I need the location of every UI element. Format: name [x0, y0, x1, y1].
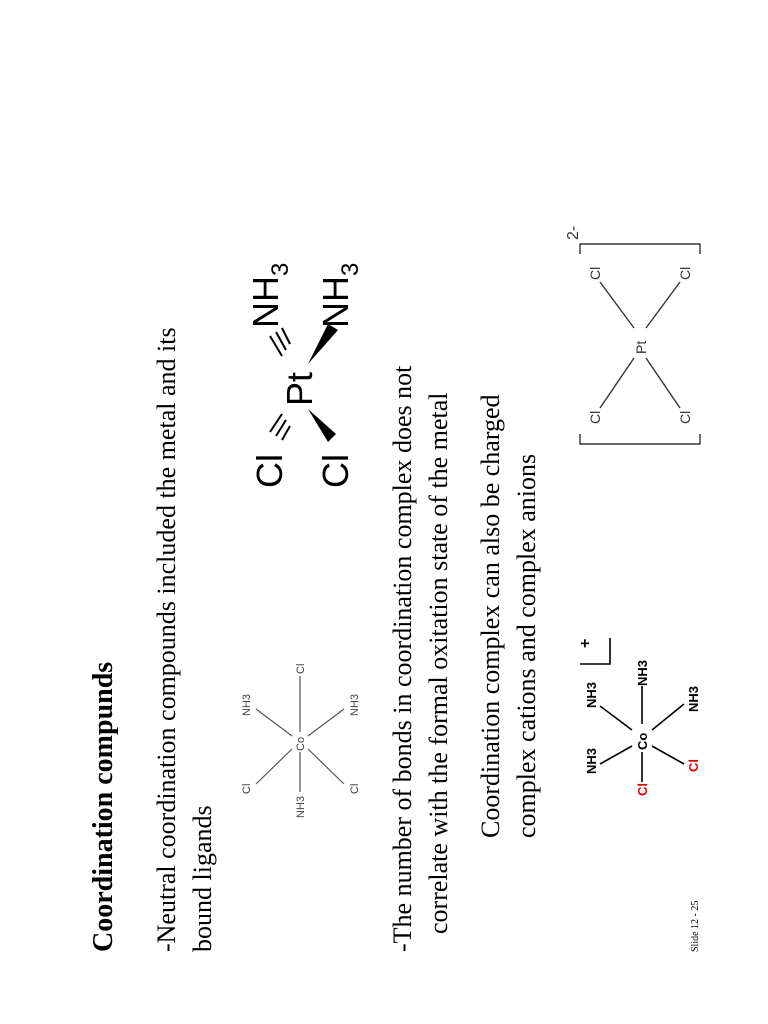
slide-title: Coordination compunds — [88, 661, 119, 952]
pt-anion-cl-bottom-left: Cl — [677, 410, 693, 424]
co-cation-cl-bottom: Cl — [686, 759, 701, 772]
co-nh3-bottom-right: NH3 — [349, 693, 361, 716]
pt-anion-cl-bottom-right: Cl — [677, 266, 693, 280]
pt-anion-bracket-left — [580, 434, 700, 444]
pt-neutral-structure — [220, 224, 380, 524]
co-cation-nh3-top-left: NH3 — [584, 747, 599, 774]
pt-wedge-right — [308, 324, 338, 364]
co-cl-right: Cl — [295, 663, 307, 674]
co-cation-nh3-bottom-right: NH3 — [686, 685, 701, 712]
pt-cl-top: Cl — [249, 454, 290, 488]
bullet-neutral-line1: -Neutral coordination compounds included the metal and its — [152, 327, 181, 952]
pt-anion-charge: 2- — [565, 225, 582, 240]
pt-anion-cl-top-right: Cl — [587, 266, 603, 280]
bullet-charged-line2: complex cations and complex anions — [512, 453, 541, 838]
bullet-bonds-line1: -The number of bonds in coordination complex does not — [388, 365, 417, 952]
pt-anion-structure — [560, 204, 720, 504]
co-nh3-left: NH3 — [295, 795, 307, 818]
bullet-charged-line1: Coordination complex can also be charged — [476, 394, 505, 838]
slide-number: Slide 12 - 25 — [690, 900, 701, 952]
co-center: Co — [295, 736, 307, 751]
pt-anion-cl-top-left: Cl — [587, 410, 603, 424]
pt-nh3-top: $NH_3$ — [245, 262, 294, 328]
pt-nh3-bottom: $NH_3$ — [315, 262, 364, 328]
co-neutral-structure — [220, 574, 380, 824]
pt-center: Pt — [279, 371, 320, 406]
bullet-bonds-line2: correlate with the formal oxitation state of the metal — [424, 392, 453, 934]
pt-wedge-left — [308, 409, 336, 442]
pt-anion-center: Pt — [633, 340, 649, 354]
co-cation-charge: + — [577, 638, 594, 648]
co-cation-nh3-top-right: NH3 — [584, 681, 599, 708]
co-cation-nh3-right: NH3 — [635, 659, 650, 686]
co-cation-center: Co — [635, 732, 650, 750]
co-cl-top-left: Cl — [241, 783, 253, 794]
co-cl-bottom-left: Cl — [349, 783, 361, 794]
co-cation-cl-left: Cl — [635, 783, 650, 796]
pt-anion-bracket-right — [580, 244, 700, 254]
co-nh3-top-right: NH3 — [241, 693, 253, 716]
bullet-neutral-line2: bound ligands — [188, 805, 217, 952]
pt-cl-bottom: Cl — [315, 454, 356, 488]
co-cation-structure — [560, 564, 720, 824]
